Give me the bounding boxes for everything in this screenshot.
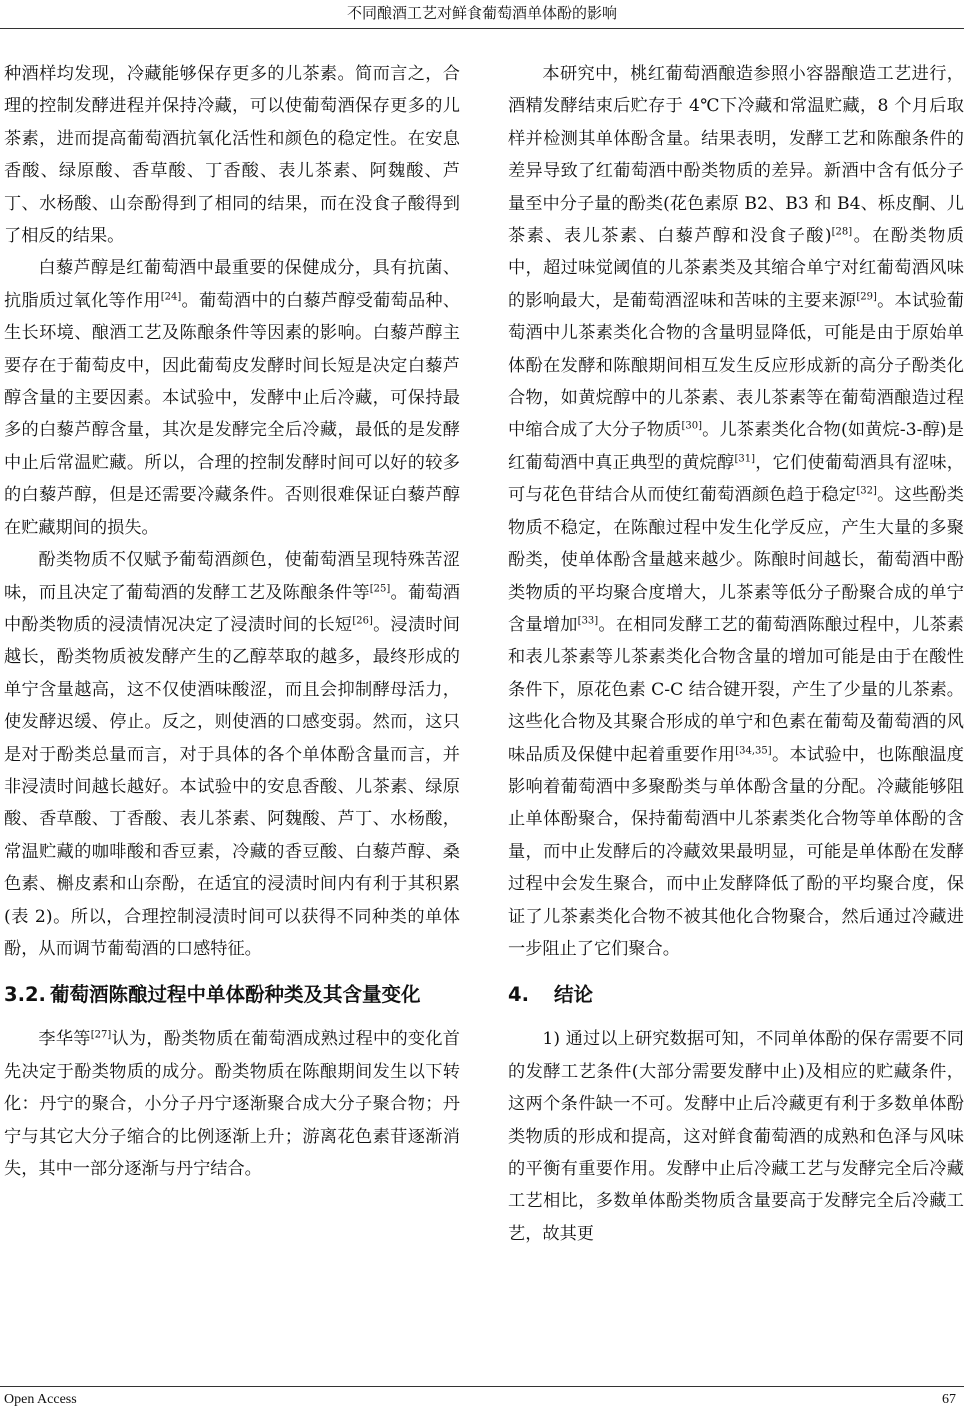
left-paragraph-2 [4,252,460,544]
footer-publisher: Open Access [4,1392,77,1407]
text-run: ，它们使葡萄酒具有涩味，可与花色苷结合从而使红葡萄酒颜色趋于稳定 [508,452,964,506]
text-run: 本研究中，桃红葡萄酒酿造参照小容器酿造工艺进行，酒精发酵结束后贮存于 4℃下冷藏和常温贮藏，8 个月后取样并检测其单体酚含量。结果表明，发酵工艺和陈酿条件的差异导致了红葡萄酒中酚类物质的差异。新酒中含有低分子量至中分子量的酚类(花色素原 B2、B3 和 B4、栎皮酮、儿茶素、表儿茶素、白藜芦醇和没食子酸) [508,64,964,247]
citation-ref: [24] [160,291,182,303]
citation-ref: [30] [681,420,703,432]
text-run: 。本试验中，也陈酿温度影响着葡萄酒中多聚酚类与单体酚含量的分配。冷藏能够阻止单体酚聚合，保持葡萄酒中儿茶素类化合物等单体酚的含量，而中止发酵后的冷藏效果最明显，可能是单体酚在发酵过程中会发生聚合，而中止发酵降低了酚的平均聚合度，保证了儿茶素类化合物不被其他化合物聚合，然后通过冷藏进一步阻止了它们聚合。 [508,744,964,959]
text-run: 。浸渍时间越长，酚类物质被发酵产生的乙醇萃取的越多，最终形成的单宁含量越高，这不仅使酒味酸涩，而且会抑制酵母活力，使发酵迟缓、停止。反之，则使酒的口感变弱。然而，这只是对于酚类总量而言，对于具体的各个单体酚含量而言，并非浸渍时间越长越好。本试验中的安息香酸、儿茶素、绿原酸、香草酸、丁香酸、表儿茶素、阿魏酸、芦丁、水杨酸，常温贮藏的咖啡酸和香豆素，冷藏的香豆酸、白藜芦醇、桑色素、槲皮素和山奈酚，在适宜的浸渍时间内有利于其积累(表 2)。所以，合理控制浸渍时间可以获得不同种类的单体酚，从而调节葡萄酒的口感特征。 [4,614,460,959]
text-run: 白藜芦醇是红葡萄酒中最重要的保健成分，具有抗菌、抗脂质过氧化等作用 [4,258,460,311]
footer-rule [0,1386,964,1387]
citation-ref: [32] [856,485,877,497]
left-column [4,58,460,1185]
section-number: 3.2. [4,983,46,1007]
right-paragraph-1 [508,58,964,965]
citation-ref: [27] [90,1029,112,1041]
running-title: 不同酿酒工艺对鲜食葡萄酒单体酚的影响 [346,4,617,22]
citation-ref: [26] [352,615,373,627]
left-paragraph-1: 种酒样均发现，冷藏能够保存更多的儿茶素。简而言之，合理的控制发酵进程并保持冷藏，可以使葡萄酒保存更多的儿茶素，进而提高葡萄酒抗氧化活性和颜色的稳定性。在安息香酸、绿原酸、香草酸、丁香酸、表儿茶素、阿魏酸、芦丁、水杨酸、山奈酚得到了相同的结果，而在没食子酸得到了相反的结果。 [4,64,460,247]
text-run: 。儿茶素类化合物(如黄烷-3-醇)是红葡萄酒中真正典型的黄烷醇 [508,420,964,473]
citation-ref: [25] [369,582,391,594]
citation-ref: [33] [577,615,599,627]
section-heading-3-2 [4,979,460,1011]
text-run: 。在酚类物质中，超过味觉阈值的儿茶素类及其缩合单宁对红葡萄酒风味的影响最大，是葡萄酒涩味和苦味的主要来源 [508,226,964,311]
section-title: 结论 [554,983,594,1007]
text-run: 。本试验葡萄酒中儿茶素类化合物的含量明显降低，可能是由于原始单体酚在发酵和陈酿期间相互发生反应形成新的高分子酚类化合物，如黄烷醇中的儿茶素、表儿茶素等在葡萄酒酿造过程中缩合成了大分子物质 [508,290,964,441]
citation-ref: [31] [734,453,755,465]
text-run: 。葡萄酒中酚类物质的浸渍情况决定了浸渍时间的长短 [4,582,460,635]
text-run: 认为，酚类物质在葡萄酒成熟过程中的变化首先决定于酚类物质的成分。酚类物质在陈酿期间发生以下转化：丹宁的聚合，小分子丹宁逐渐聚合成大分子聚合物；丹宁与其它大分子缩合的比例逐渐上升；游离花色素苷逐渐消失，其中一部分逐渐与丹宁结合。 [4,1029,460,1179]
section-heading-4 [508,979,964,1011]
text-run: 。这些酚类物质不稳定，在陈酿过程中发生化学反应，产生大量的多聚酚类，使单体酚含量越来越少。陈酿时间越长，葡萄酒中酚类物质的平均聚合度增大，儿茶素等低分子酚聚合成的单宁含量增加 [508,485,964,635]
page-number: 67 [942,1392,956,1407]
citation-ref: [29] [856,291,877,303]
right-paragraph-2: 1) 通过以上研究数据可知，不同单体酚的保存需要不同的发酵工艺条件(大部分需要发酵中止)及相应的贮藏条件，这两个条件缺一不可。发酵中止后冷藏更有利于多数单体酚类物质的形成和提高，这对鲜食葡萄酒的成熟和色泽与风味的平衡有重要作用。发酵中止后冷藏工艺与发酵完全后冷藏工艺相比，多数单体酚类物质含量要高于发酵完全后冷藏工艺，故其更 [508,1029,964,1244]
section-number: 4. [508,983,529,1007]
citation-ref: [28] [831,226,853,238]
left-paragraph-4 [4,1023,460,1185]
text-run: 。在相同发酵工艺的葡萄酒陈酿过程中，儿茶素和表儿茶素等儿茶素类化合物含量的增加可能是由于在酸性条件下，原花色素 C-C 结合键开裂，产生了少量的儿茶素。这些化合物及其聚合形成的单宁和色素在葡萄及葡萄酒的风味品质及保健中起着重要作用 [508,614,964,765]
right-column [508,58,964,1250]
section-title: 葡萄酒陈酿过程中单体酚种类及其含量变化 [50,983,421,1007]
text-run: 李华等 [38,1029,91,1050]
left-paragraph-3 [4,544,460,965]
header-rule [0,28,964,29]
text-run: 。葡萄酒中的白藜芦醇受葡萄品种、生长环境、酿酒工艺及陈酿条件等因素的影响。白藜芦醇主要存在于葡萄皮中，因此葡萄皮发酵时间长短是决定白藜芦醇含量的主要因素。本试验中，发酵中止后冷藏，可保持最多的白藜芦醇含量，其次是发酵完全后冷藏，最低的是发酵中止后常温贮藏。所以，合理的控制发酵时间可以好的较多的白藜芦醇，但是还需要冷藏条件。否则很难保证白藜芦醇在贮藏期间的损失。 [4,290,460,538]
text-run: 酚类物质不仅赋予葡萄酒颜色，使葡萄酒呈现特殊苦涩味，而且决定了葡萄酒的发酵工艺及陈酿条件等 [4,550,460,603]
citation-ref: [34,35] [735,744,772,756]
